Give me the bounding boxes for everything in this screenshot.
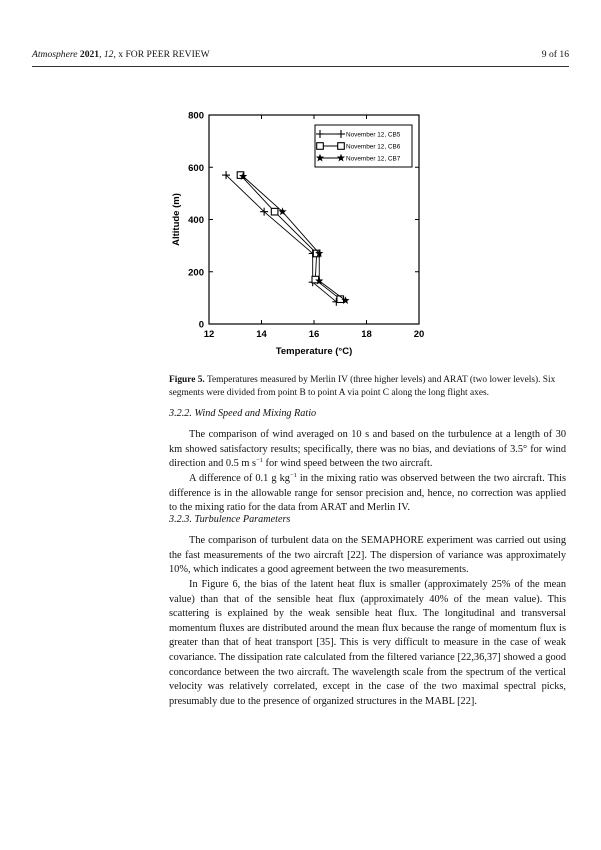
wind-text-b: for wind speed between the two aircraft. (262, 458, 433, 470)
legend-label: November 12, CB5 (346, 131, 401, 139)
temperature-altitude-chart (165, 103, 435, 368)
figure-caption-text: Temperatures measured by Merlin IV (three higher levels) and ARAT (two lower levels). Six segments were divided from point B to point A via point C along the long flight axes. (169, 375, 556, 399)
legend-marker (317, 143, 324, 150)
chart-legend (315, 125, 412, 167)
mixing-text-b: in the mixing ratio was observed between the two aircraft. This difference is in the allowable range for sensor precision and, hence, no correction was applied to the mixing ratio for the data from ARAT and Merlin IV. (169, 473, 567, 514)
paragraph-mixing-ratio (169, 472, 566, 516)
y-tick-label: 200 (188, 267, 204, 279)
review-status: , x FOR PEER REVIEW (113, 49, 210, 60)
page-total: 16 (559, 49, 569, 60)
paragraph-wind-comparison (169, 428, 566, 472)
figure-caption (169, 374, 569, 401)
mixing-text-a: A difference of 0.1 g kg (189, 473, 290, 484)
x-tick-label: 18 (361, 329, 372, 340)
header-rule (32, 66, 569, 67)
y-axis-label: Altitude (m) (171, 193, 182, 246)
wind-unit-superscript: −1 (256, 457, 263, 465)
running-header (32, 49, 569, 65)
y-tick-label: 600 (188, 162, 204, 174)
figure-label: Figure 5. (169, 375, 205, 385)
journal-name: Atmosphere (32, 49, 78, 60)
data-point-square (271, 208, 278, 215)
mixing-unit-superscript: −1 (289, 472, 297, 479)
legend-label: November 12, CB7 (346, 155, 401, 163)
header-citation: Atmosphere 2021, 12, x FOR PEER REVIEW (32, 49, 210, 60)
legend-label: November 12, CB6 (346, 143, 401, 151)
y-tick-label: 0 (198, 319, 204, 331)
x-tick-label: 12 (203, 329, 215, 340)
x-tick-label: 14 (256, 329, 267, 340)
journal-volume: 12 (103, 49, 114, 60)
y-tick-label: 400 (188, 215, 204, 226)
y-tick-label: 800 (188, 110, 204, 122)
page-of: of (549, 49, 557, 60)
journal-year: 2021 (79, 49, 100, 60)
section-heading-turbulence: 3.2.3. Turbulence Parameters (169, 514, 291, 525)
x-tick-label: 16 (308, 329, 320, 340)
paragraph-turbulence-comparison: The comparison of turbulent data on the SEMAPHORE experiment was carried out using the fast measurements of the two aircraft [22]. The dispersion of variance was approximately 10%, which indicates a good agreement between the two measurements. (169, 535, 566, 576)
x-axis-label: Temperature (°C) (275, 346, 353, 357)
x-tick-label: 20 (413, 329, 425, 340)
series-line-2 (241, 175, 341, 299)
wind-text-a: The comparison of wind averaged on 10 s and based on the turbulence at a length of 30 km showed satisfactory results; specifically, there was no bias, and deviations of 3.5° for wind direction and 0.5 m s (169, 429, 566, 470)
paragraph-heat-flux: In Figure 6, the bias of the latent heat flux is smaller (approximately 25% of the mean value) than that of the sensible heat flux (approximately 40% of the mean value). This scattering is explained by the weak sensible heat flux. The longitudinal and transversal momentum fluxes are distributed around the mean flux because the range of momentum flux is greater than that of heat transport [35]. This is very difficult to measure in the case of weak covariance. The dissipation rate calculated from the filtered variance [22,36,37] showed a good concordance between the two aircraft. The wavelength scale from the spectrum of the vertical velocity was relatively correlated, except in the case of the two maximal spectral picks, presumably due to the presence of organized structures in the MABL [22]. (169, 579, 566, 707)
section-heading-wind: 3.2.2. Wind Speed and Mixing Ratio (169, 408, 317, 419)
page-number: 9 (541, 49, 547, 60)
legend-marker (338, 143, 345, 150)
page-indicator (542, 49, 569, 60)
